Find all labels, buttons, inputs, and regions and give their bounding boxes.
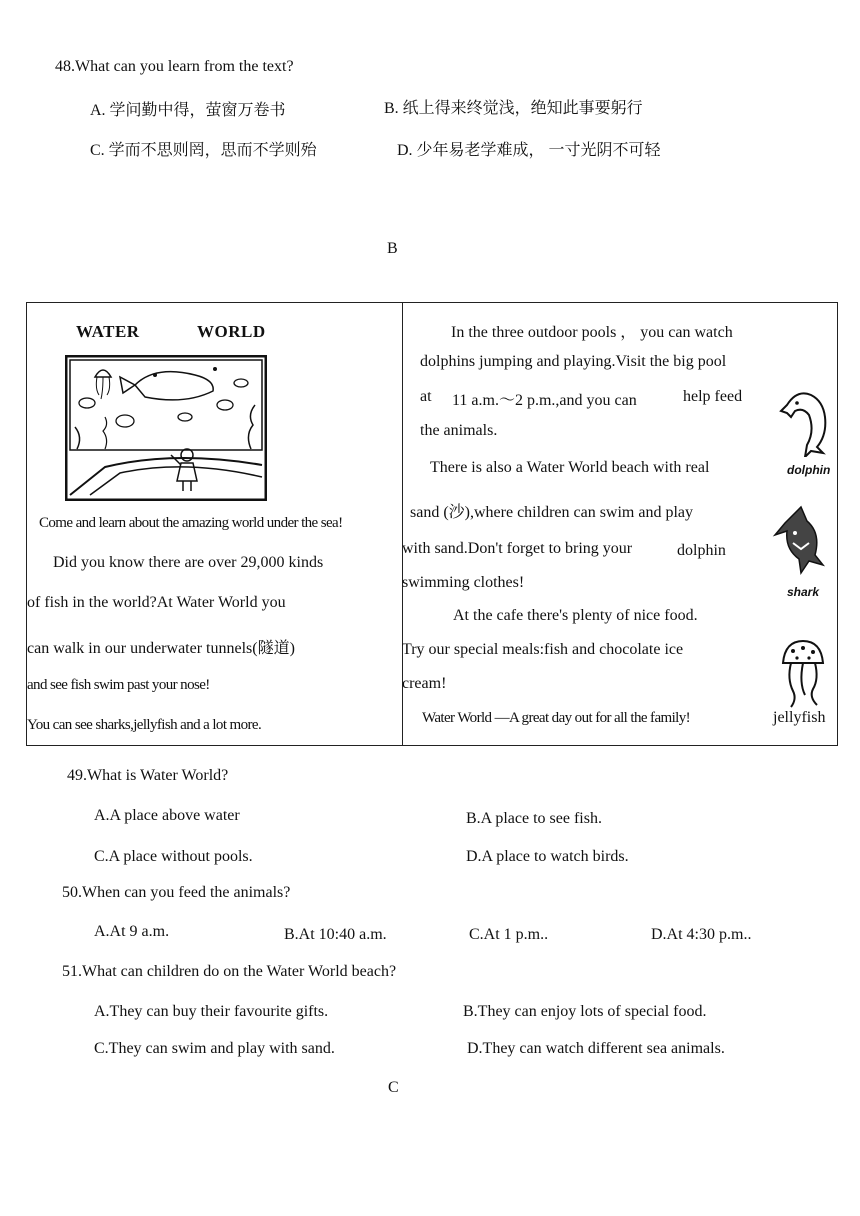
- q50-option-d: D.At 4:30 p.m..: [651, 926, 752, 943]
- right-line-7: with sand.Don't forget to bring your: [402, 540, 633, 557]
- right-line-9: At the cafe there's plenty of nice food.: [453, 607, 698, 624]
- q51-option-b: B.They can enjoy lots of special food.: [463, 1003, 707, 1020]
- jellyfish-icon: [777, 639, 829, 709]
- right-line-3a: at: [420, 388, 432, 405]
- left-line-3: can walk in our underwater tunnels(隧道): [27, 640, 295, 657]
- section-c-heading: C: [388, 1079, 399, 1096]
- q50-question: 50.When can you feed the animals?: [62, 884, 291, 901]
- q48-question: 48.What can you learn from the text?: [55, 58, 294, 75]
- right-line-6: sand (沙),where children can swim and play: [410, 504, 694, 521]
- right-line-4: the animals.: [420, 422, 498, 439]
- shark-label: shark: [787, 585, 820, 599]
- q48-option-c: C. 学而不思则罔，思而不学则殆: [90, 142, 317, 159]
- q48-option-a: A. 学问勤中得，萤窗万卷书: [90, 102, 286, 119]
- right-line-10: Try our special meals:fish and chocolate ice: [402, 641, 684, 658]
- right-line-2: dolphins jumping and playing.Visit the big pool: [420, 353, 727, 370]
- q48-option-d: D. 少年易老学难成， 一寸光阴不可轻: [397, 142, 661, 159]
- q49-option-a: A.A place above water: [94, 807, 240, 824]
- right-line-5: There is also a Water World beach with real: [430, 459, 710, 476]
- dolphin-icon: [777, 387, 833, 457]
- aquarium-illustration: [65, 355, 267, 501]
- passage-title-left: WATER: [76, 322, 140, 341]
- left-line-1: Did you know there are over 29,000 kinds: [53, 554, 324, 571]
- section-b-heading: B: [387, 240, 398, 257]
- q49-question: 49.What is Water World?: [67, 767, 229, 784]
- passage-title-right: WORLD: [197, 322, 266, 341]
- q50-option-c: C.At 1 p.m..: [469, 926, 549, 943]
- left-line-4: and see fish swim past your nose!: [27, 677, 210, 693]
- right-line-11: cream!: [402, 675, 447, 692]
- shark-icon: [771, 503, 831, 577]
- right-line-12: Water World —A great day out for all the family!: [422, 710, 690, 726]
- right-line-13: jellyfish: [773, 709, 826, 726]
- q51-option-c: C.They can swim and play with sand.: [94, 1040, 335, 1057]
- dolphin-label: dolphin: [787, 463, 831, 477]
- left-line-5: You can see sharks,jellyfish and a lot more.: [27, 717, 262, 733]
- left-line-2: of fish in the world?At Water World you: [27, 594, 286, 611]
- q51-question: 51.What can children do on the Water World beach?: [62, 963, 397, 980]
- right-line-1: In the three outdoor pools ， you can watch: [451, 324, 733, 341]
- q50-option-b: B.At 10:40 a.m.: [284, 926, 387, 943]
- passage-box: [26, 302, 838, 746]
- q50-option-a: A.At 9 a.m.: [94, 923, 170, 940]
- q51-option-d: D.They can watch different sea animals.: [467, 1040, 725, 1057]
- right-line-7b: dolphin: [677, 542, 726, 559]
- q48-option-b: B. 纸上得来终觉浅，绝知此事要躬行: [384, 100, 643, 117]
- q51-option-a: A.They can buy their favourite gifts.: [94, 1003, 329, 1020]
- right-line-3b: 11 a.m.～2 p.m.,and you can: [452, 392, 637, 409]
- right-line-8: swimming clothes!: [402, 574, 525, 591]
- q49-option-d: D.A place to watch birds.: [466, 848, 629, 865]
- right-line-3c: help feed: [683, 388, 743, 405]
- q49-option-b: B.A place to see fish.: [466, 810, 602, 827]
- passage-tagline: Come and learn about the amazing world under the sea!: [39, 515, 343, 531]
- q49-option-c: C.A place without pools.: [94, 848, 253, 865]
